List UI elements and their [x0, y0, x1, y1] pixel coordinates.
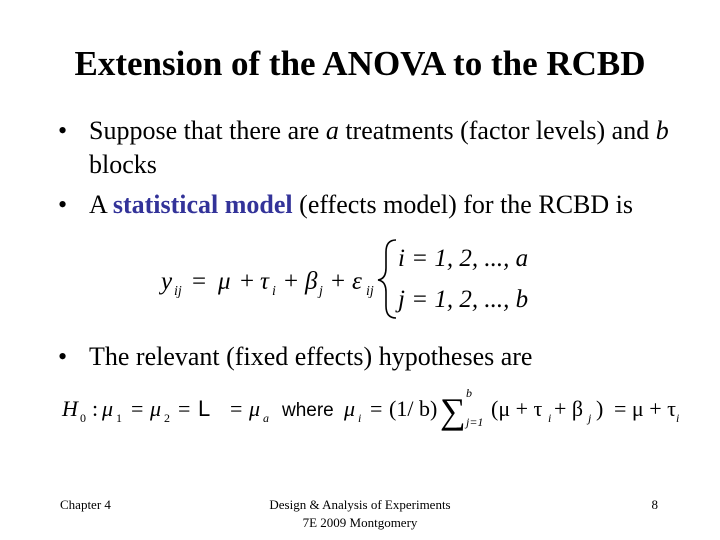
h0-mui-sub: i [358, 411, 362, 425]
h0-paren-expr-2: + β [554, 396, 584, 421]
bullet-glyph: • [58, 342, 68, 371]
h0-mua: μ [249, 396, 261, 421]
eq-beta-sub: j [319, 284, 323, 299]
h0-colon: : [92, 396, 99, 421]
h0-H: H [62, 396, 78, 421]
eq-beta: β [305, 268, 318, 295]
h0-sum-top: b [466, 386, 472, 400]
h0-mui: μ [344, 396, 356, 421]
range-j: j = 1, 2, ..., b [398, 286, 529, 313]
bullet-glyph: • [58, 190, 68, 219]
eq-tau: τ [260, 268, 269, 295]
eq-plus-3: + [331, 268, 346, 295]
h0-rhs: = μ + τ [614, 396, 676, 421]
h0-eq-4: = [370, 396, 383, 421]
h0-rhs-sub: i [676, 411, 680, 425]
footer-course-line-1: Design & Analysis of Experiments [269, 497, 451, 512]
h0-paren-close: ) [596, 396, 604, 421]
eq-tau-sub: i [272, 284, 276, 299]
h0-mu2: μ [150, 396, 162, 421]
eq-equals: = [192, 268, 207, 295]
h0-mu1-sub: 1 [116, 411, 122, 425]
footer-chapter: Chapter 4 [60, 497, 111, 512]
bullet-text: A statistical model (effects model) for the RCBD is [89, 190, 633, 219]
footer-course-line-2: 7E 2009 Montgomery [302, 515, 418, 530]
h0-dots: L [198, 396, 211, 421]
h0-mua-sub: a [263, 411, 269, 425]
h0-paren-beta-sub: j [588, 411, 592, 425]
h0-eq-1: = [131, 396, 144, 421]
bullet-glyph: • [58, 116, 68, 145]
h0-mu1: μ [102, 396, 114, 421]
statistical-model-highlight: statistical model [112, 190, 293, 219]
eq-y: y [161, 268, 173, 295]
bullet-text: Suppose that there are a treatments (factor levels) and b blocks [89, 116, 669, 179]
h0-paren-expr: (μ + τ [491, 396, 543, 421]
eq-mu: μ [218, 268, 231, 295]
h0-eq-2: = [178, 396, 191, 421]
eq-plus-2: + [284, 268, 299, 295]
eq-y-sub: ij [174, 284, 182, 299]
eq-plus-1: + [240, 268, 255, 295]
footer-page-number: 8 [651, 497, 658, 512]
bullet-text: The relevant (fixed effects) hypotheses are [89, 342, 533, 371]
h0-where: where [282, 400, 334, 421]
eq-epsilon-sub: ij [366, 284, 374, 299]
h0-fraction: (1/ b) [389, 396, 438, 421]
range-i: i = 1, 2, ..., a [398, 245, 529, 272]
h0-summation: ∑ [440, 391, 466, 431]
h0-sum-bottom: j=1 [466, 415, 484, 429]
footer-course [0, 496, 720, 532]
h0-paren-tau-sub: i [548, 411, 552, 425]
slide-title: Extension of the ANOVA to the RCBD [74, 44, 646, 83]
h0-sub: 0 [80, 411, 86, 425]
h0-eq-3: = [230, 396, 243, 421]
h0-mu2-sub: 2 [164, 411, 170, 425]
eq-epsilon: ε [352, 268, 362, 295]
